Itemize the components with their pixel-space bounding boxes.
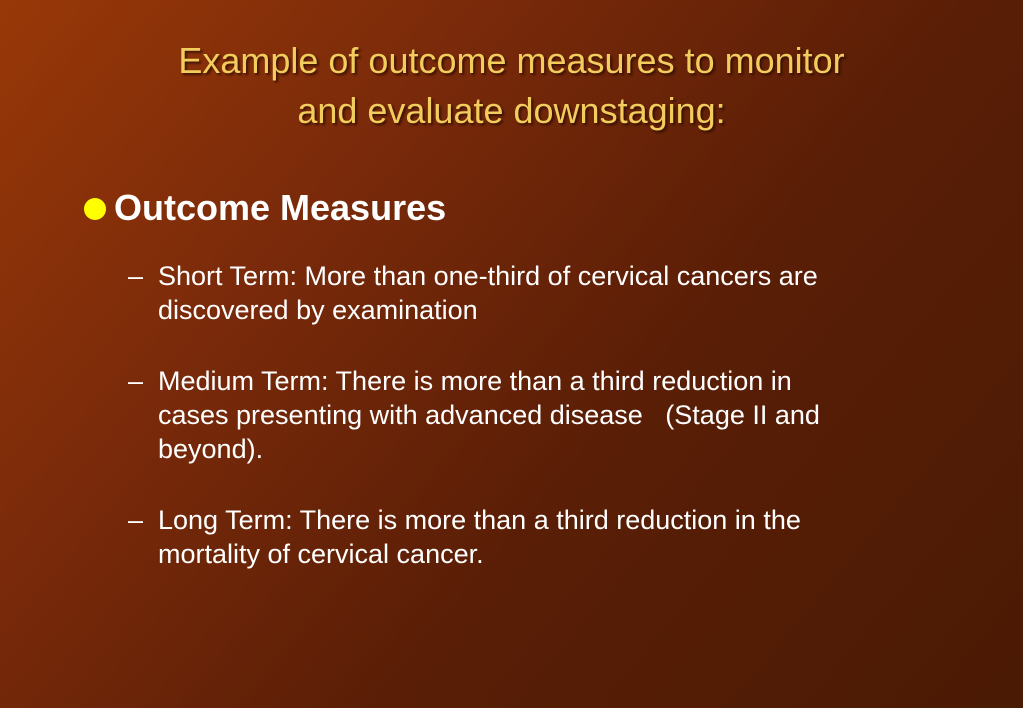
sub-item-text (158, 503, 948, 571)
bullet-label: Outcome Measures (114, 187, 447, 228)
sub-item-line: Medium Term: There is more than a third reduction in (158, 366, 792, 396)
slide-title-line-2: and evaluate downstaging: (297, 90, 726, 131)
bullet-outcome-measures (84, 186, 446, 230)
sub-item-line: beyond). (158, 434, 264, 464)
sub-item-line: Short Term: More than one-third of cervical cancers are (158, 261, 818, 291)
sub-item-line: discovered by examination (158, 295, 478, 325)
slide-title (60, 36, 963, 136)
dash-icon: – (128, 261, 144, 291)
dash-icon: – (128, 505, 144, 535)
sub-item-line: Long Term: There is more than a third reduction in the (158, 505, 801, 535)
sub-item-line: mortality of cervical cancer. (158, 539, 484, 569)
bullet-dot-icon (84, 198, 106, 220)
slide-title-line-1: Example of outcome measures to monitor (178, 40, 845, 81)
sub-item-text (158, 364, 948, 466)
sub-item-short-term (128, 259, 948, 327)
sub-item-line: cases presenting with advanced disease (Stage II and (158, 400, 820, 430)
dash-icon: – (128, 366, 144, 396)
sub-item-text (158, 259, 948, 327)
sub-item-medium-term (128, 364, 948, 466)
sub-item-long-term (128, 503, 948, 571)
